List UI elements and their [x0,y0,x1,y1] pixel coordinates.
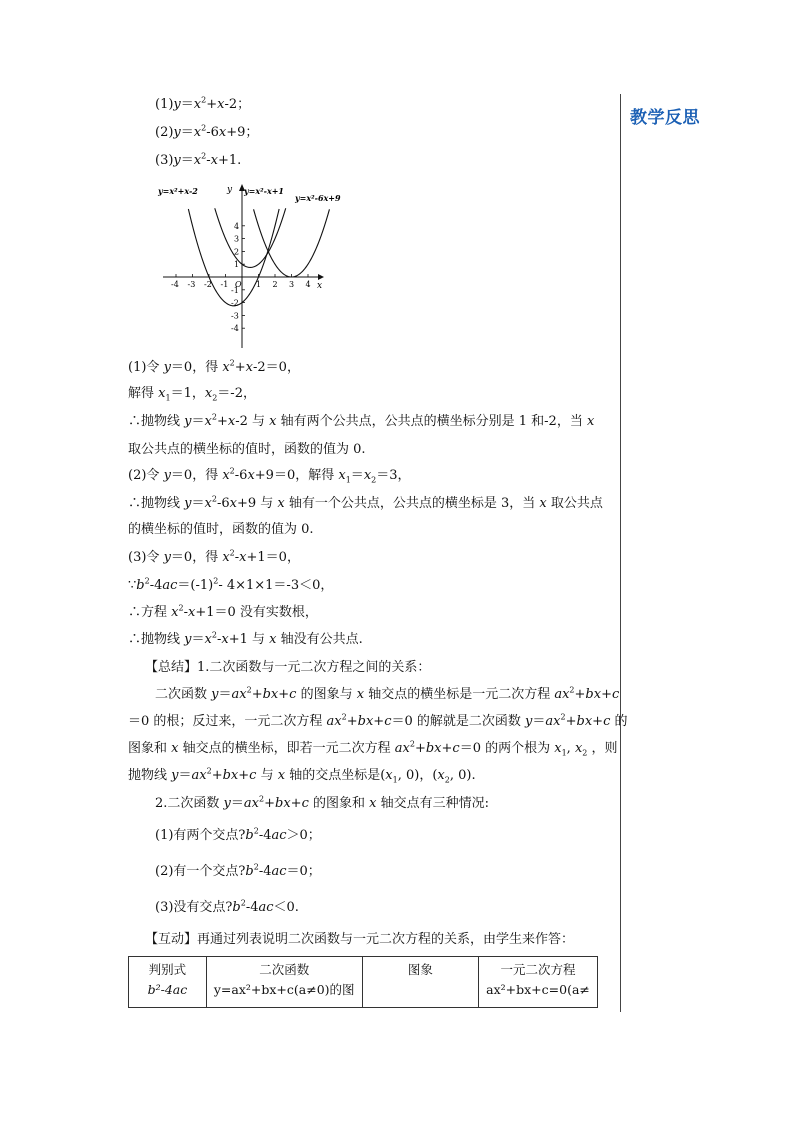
x-tick-label: 2 [272,280,278,289]
sol-2-step-1: (2)令 y＝0，得 $x^2-6x+9=0$，解得 $x_1=x_2=3$， [128,466,411,485]
x-axis-label: x [317,281,323,291]
sol-3-step-1: (3)令 y＝0，得 $x^2-x+1=0$， [128,548,300,565]
table-cell-equation [479,957,598,1008]
header-equation: 一元二次方程 [500,962,576,977]
summary-p1-line1: 二次函数 $y=ax^2+bx+c$ 的图象与 x 轴交点的横坐标是一元二次方程 $ax^2+bx+c$ [155,685,620,702]
y-tick-label: 3 [234,234,240,244]
x-tick-label: 4 [305,280,311,289]
table-cell-graph [362,957,478,1008]
x-tick-label: -1 [220,280,229,289]
table-cell-discriminant [129,957,207,1008]
table-cell-function [206,957,362,1008]
sol-1-step-1: (1)令 y＝0，得 $x^2+x-2=0$， [128,358,300,375]
teaching-reflection-heading: 教学反思 [630,108,700,128]
header-graph: 图象 [407,962,433,977]
sol-2-step-2: ∴抛物线 $y=x^2-6x+9$ 与 x 轴有一个公共点，公共点的横坐标是 3，当 x 取公共点 [128,494,603,511]
y-axis-label: y [227,185,233,195]
summary-case-3: (3)没有交点$?b^2-4ac<0$. [155,898,299,915]
summary-p2-title: 2.二次函数 $y=ax^2+bx+c$ 的图象和 x 轴交点有三种情况: [155,794,489,811]
x-tick-label: -4 [171,280,179,289]
problem-2: $(2)y=x^2-6x+9$； [155,123,259,140]
y-tick-label: 4 [234,221,240,231]
header-function: 二次函数 [259,962,310,977]
y-tick-label: -1 [231,285,239,295]
y-tick-label: -3 [231,311,239,321]
graph-axes [163,184,324,348]
summary-title: 【总结】1.二次函数与一元二次方程之间的关系： [145,660,431,675]
summary-p1-line4: 抛物线 $y=ax^2+bx+c$ 与 x 轴的交点坐标是($x_1$, 0)，($x_2$, 0). [128,766,476,785]
margin-divider [620,94,621,1012]
sol-3-step-2: $\because b^2-4ac=(-1)^2-$ 4×1×1＝-3＜0， [128,576,334,593]
x-tick-label: 1 [256,280,262,289]
y-tick-label: 1 [234,260,240,270]
value-discriminant: b²-4ac [147,982,188,997]
parabola-curve-2 [215,208,286,270]
curve-label-3: y=x²-6x+9 [295,193,341,203]
problem-1: $(1)y=x^2+x-2$； [155,95,251,112]
summary-p1-line3: 图象和 x 轴交点的横坐标，即若一元二次方程 $ax^2+bx+c=0$ 的两个根为 $x_1$, $x_2$ ，则 [128,739,618,758]
x-tick-label: -2 [204,280,212,289]
value-function: y=ax²+bx+c(a≠0)的图 [213,982,355,997]
curve-label-2: y=x²-x+1 [244,186,284,196]
x-tick-label: -3 [187,280,196,289]
summary-case-2: (2)有一个交点$?b^2-4ac=0$； [155,862,321,879]
table-row [129,957,598,1008]
parabola-graph [155,180,355,350]
graph-curves [188,208,329,306]
origin-label: O [235,280,242,289]
sol-3-step-3: ∴方程 $x^2-x+1=0$ 没有实数根， [128,603,318,620]
y-tick-label: -2 [231,298,239,308]
value-equation: ax²+bx+c=0(a≠ [486,982,590,997]
header-discriminant: 判别式 [148,962,187,977]
y-tick-label: -4 [231,324,239,334]
summary-case-1: (1)有两个交点$?b^2-4ac>0$； [155,826,321,843]
sol-1-step-4: 取公共点的横坐标的值时，函数的值为 0. [128,442,366,457]
interaction-prompt: 【互动】再通过列表说明二次函数与一元二次方程的关系，由学生来作答： [145,932,575,947]
sol-2-step-3: 的横坐标的值时，函数的值为 0. [128,522,314,537]
relation-table [128,956,598,1008]
x-axis-arrow [318,274,324,280]
sol-3-step-4: ∴抛物线 $y=x^2-x+1$ 与 x 轴没有公共点. [128,630,363,647]
summary-p1-line2: ＝0 的根；反过来，一元二次方程 $ax^2+bx+c=0$ 的解就是二次函数 $y=ax^2+bx+c$ 的 [128,712,628,729]
sol-1-step-2: 解得 $x_1=1$，$x_2=-2$， [128,386,256,403]
y-tick-label: 2 [234,247,240,257]
parabola-curve-3 [254,209,330,277]
curve-label-1: y=x²+x-2 [158,186,198,196]
x-tick-label: 3 [289,280,295,289]
problem-3: $(3)y=x^2-x+1$. [155,151,242,168]
sol-1-step-3: ∴抛物线 $y=x^2+x-2$ 与 x 轴有两个公共点，公共点的横坐标分别是 1 和-2，当 x [128,412,595,429]
